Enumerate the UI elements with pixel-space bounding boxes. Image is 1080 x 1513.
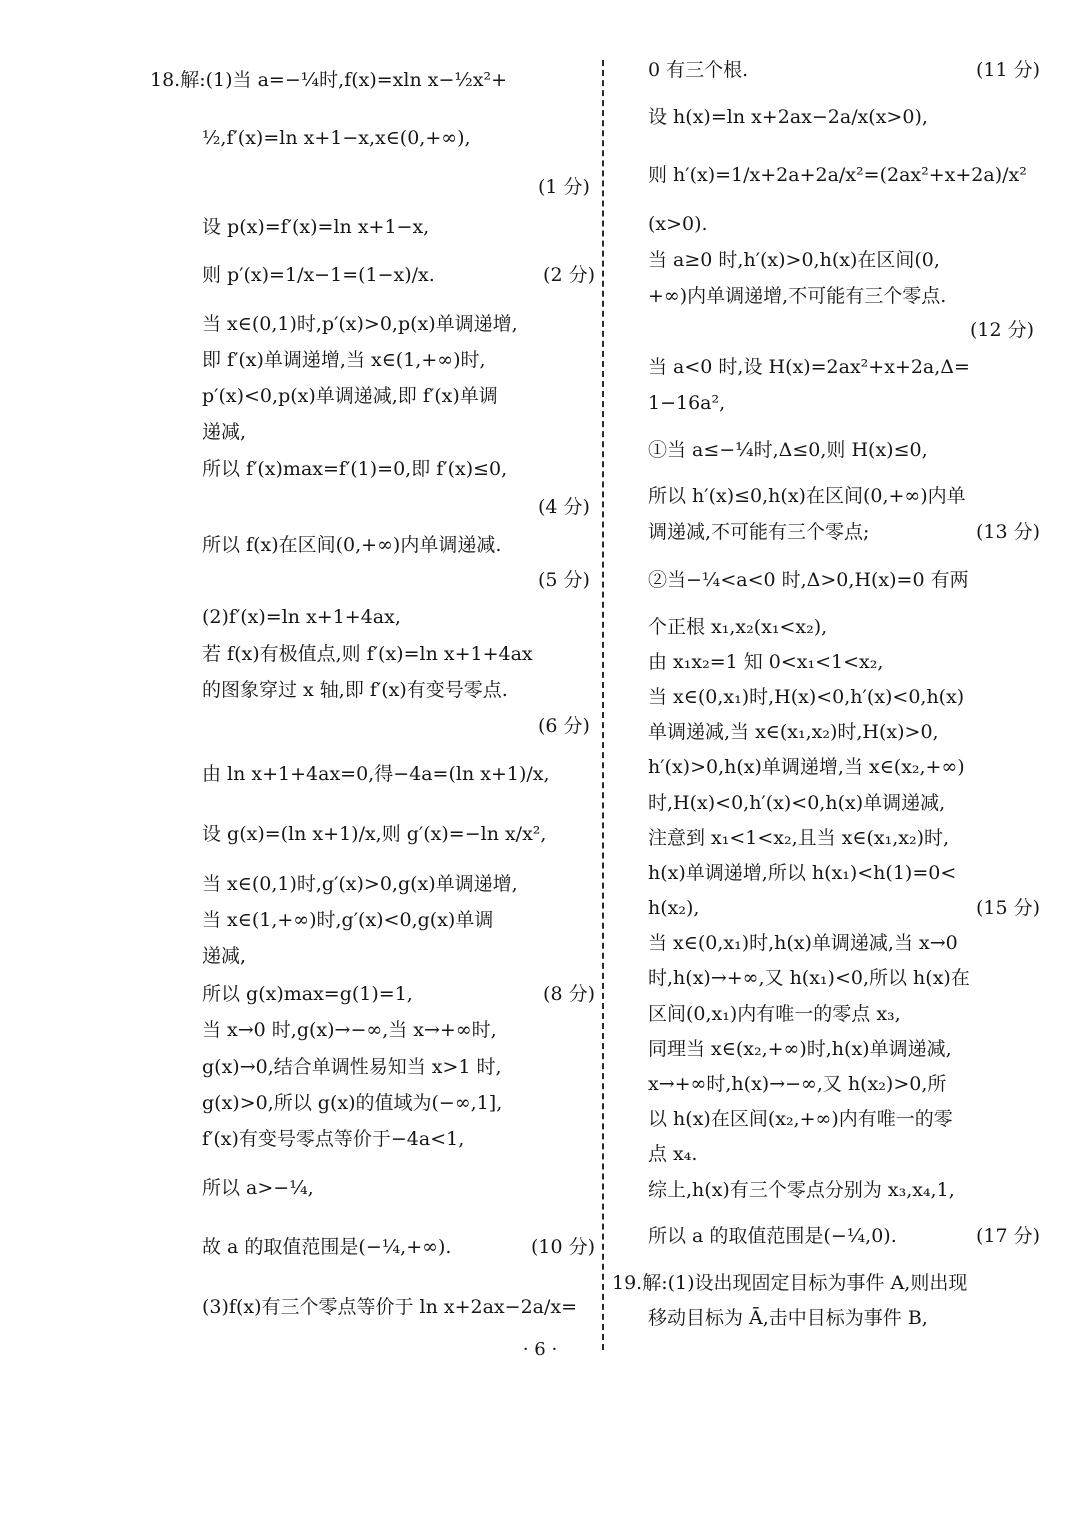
solution-line: 18.解:(1)当 a=−¼时,f(x)=xln x−½x²+ xyxy=(150,69,508,91)
solution-line: 单调递减,当 x∈(x₁,x₂)时,H(x)>0, xyxy=(648,721,939,743)
score-mark: (17 分) xyxy=(975,1225,1040,1247)
solution-line: 1−16a², xyxy=(648,392,726,414)
solution-line: (5 分) xyxy=(538,569,590,591)
solution-line: 递减, xyxy=(202,945,247,967)
solution-line: 当 x∈(0,x₁)时,h(x)单调递减,当 x→0 xyxy=(648,932,958,954)
solution-line: 移动目标为 Ā,击中目标为事件 B, xyxy=(648,1307,928,1329)
score-mark: (13 分) xyxy=(975,521,1040,543)
solution-line: (4 分) xyxy=(538,496,590,518)
solution-line: (1 分) xyxy=(538,176,590,198)
score-mark: (15 分) xyxy=(975,897,1040,919)
solution-line: 所以 g(x)max=g(1)=1, xyxy=(202,983,413,1005)
solution-line: x→+∞时,h(x)→−∞,又 h(x₂)>0,所 xyxy=(648,1073,947,1095)
solution-line: f′(x)有变号零点等价于−4a<1, xyxy=(202,1128,465,1150)
score-mark: (8 分) xyxy=(543,983,595,1005)
solution-line: ①当 a≤−¼时,Δ≤0,则 H(x)≤0, xyxy=(648,439,928,461)
solution-line: 的图象穿过 x 轴,即 f′(x)有变号零点. xyxy=(202,679,508,701)
solution-line: 递减, xyxy=(202,421,247,443)
solution-line: 当 x→0 时,g(x)→−∞,当 x→+∞时, xyxy=(202,1019,497,1041)
solution-line: (6 分) xyxy=(538,715,590,737)
solution-line: 所以 a 的取值范围是(−¼,0). xyxy=(648,1225,897,1247)
solution-line: 故 a 的取值范围是(−¼,+∞). xyxy=(202,1236,452,1258)
solution-line: (12 分) xyxy=(970,319,1035,341)
solution-line: (3)f(x)有三个零点等价于 ln x+2ax−2a/x= xyxy=(202,1296,578,1318)
solution-line: 以 h(x)在区间(x₂,+∞)内有唯一的零 xyxy=(648,1108,953,1130)
score-mark: (2 分) xyxy=(543,264,595,286)
solution-line: 所以 h′(x)≤0,h(x)在区间(0,+∞)内单 xyxy=(648,485,966,507)
solution-line: 当 a<0 时,设 H(x)=2ax²+x+2a,Δ= xyxy=(648,356,970,378)
solution-line: g(x)→0,结合单调性易知当 x>1 时, xyxy=(202,1056,502,1078)
solution-line: h′(x)>0,h(x)单调递增,当 x∈(x₂,+∞) xyxy=(648,756,965,778)
solution-line: 由 ln x+1+4ax=0,得−4a=(ln x+1)/x, xyxy=(202,763,550,785)
solution-line: 调递减,不可能有三个零点; xyxy=(648,521,870,543)
solution-line: 当 x∈(0,1)时,g′(x)>0,g(x)单调递增, xyxy=(202,873,518,895)
solution-line: (2)f′(x)=ln x+1+4ax, xyxy=(202,606,401,628)
page-number: · 6 · xyxy=(522,1339,558,1360)
solution-line: 综上,h(x)有三个零点分别为 x₃,x₄,1, xyxy=(648,1179,955,1201)
score-mark: (10 分) xyxy=(530,1236,595,1258)
solution-line: 区间(0,x₁)内有唯一的零点 x₃, xyxy=(648,1003,901,1025)
solution-line: h(x₂), xyxy=(648,897,700,919)
solution-line: 设 g(x)=(ln x+1)/x,则 g′(x)=−ln x/x², xyxy=(202,823,547,845)
solution-line: 所以 f(x)在区间(0,+∞)内单调递减. xyxy=(202,534,502,556)
solution-line: 0 有三个根. xyxy=(648,59,749,81)
solution-line: 则 p′(x)=1/x−1=(1−x)/x. xyxy=(202,264,435,286)
solution-line: 当 a≥0 时,h′(x)>0,h(x)在区间(0, xyxy=(648,249,940,271)
solution-line: 由 x₁x₂=1 知 0<x₁<1<x₂, xyxy=(648,651,884,673)
solution-line: 设 p(x)=f′(x)=ln x+1−x, xyxy=(202,216,430,238)
solution-line: ½,f′(x)=ln x+1−x,x∈(0,+∞), xyxy=(202,127,471,149)
solution-line: 点 x₄. xyxy=(648,1143,698,1165)
solution-line: 当 x∈(0,x₁)时,H(x)<0,h′(x)<0,h(x) xyxy=(648,686,965,708)
solution-line: 当 x∈(1,+∞)时,g′(x)<0,g(x)单调 xyxy=(202,909,494,931)
solution-line: 设 h(x)=ln x+2ax−2a/x(x>0), xyxy=(648,106,928,128)
solution-line: 时,h(x)→+∞,又 h(x₁)<0,所以 h(x)在 xyxy=(648,967,970,989)
solution-line: 则 h′(x)=1/x+2a+2a/x²=(2ax²+x+2a)/x² xyxy=(648,164,1027,186)
solution-line: 即 f′(x)单调递增,当 x∈(1,+∞)时, xyxy=(202,349,486,371)
solution-line: ②当−¼<a<0 时,Δ>0,H(x)=0 有两 xyxy=(648,569,969,591)
solution-line: +∞)内单调递增,不可能有三个零点. xyxy=(648,285,947,307)
solution-line: 所以 f′(x)max=f′(1)=0,即 f′(x)≤0, xyxy=(202,458,508,480)
solution-line: 所以 a>−¼, xyxy=(202,1177,314,1199)
column-divider xyxy=(602,60,604,1350)
solution-line: 当 x∈(0,1)时,p′(x)>0,p(x)单调递增, xyxy=(202,313,518,335)
solution-line: p′(x)<0,p(x)单调递减,即 f′(x)单调 xyxy=(202,385,498,407)
solution-line: 个正根 x₁,x₂(x₁<x₂), xyxy=(648,616,828,638)
solution-line: g(x)>0,所以 g(x)的值域为(−∞,1], xyxy=(202,1092,503,1114)
solution-line: h(x)单调递增,所以 h(x₁)<h(1)=0< xyxy=(648,862,957,884)
solution-line: (x>0). xyxy=(648,213,708,235)
solution-line: 同理当 x∈(x₂,+∞)时,h(x)单调递减, xyxy=(648,1038,952,1060)
solution-line: 时,H(x)<0,h′(x)<0,h(x)单调递减, xyxy=(648,792,946,814)
score-mark: (11 分) xyxy=(975,59,1040,81)
solution-line: 注意到 x₁<1<x₂,且当 x∈(x₁,x₂)时, xyxy=(648,827,950,849)
solution-line: 若 f(x)有极值点,则 f′(x)=ln x+1+4ax xyxy=(202,643,533,665)
solution-line: 19.解:(1)设出现固定目标为事件 A,则出现 xyxy=(612,1272,968,1294)
